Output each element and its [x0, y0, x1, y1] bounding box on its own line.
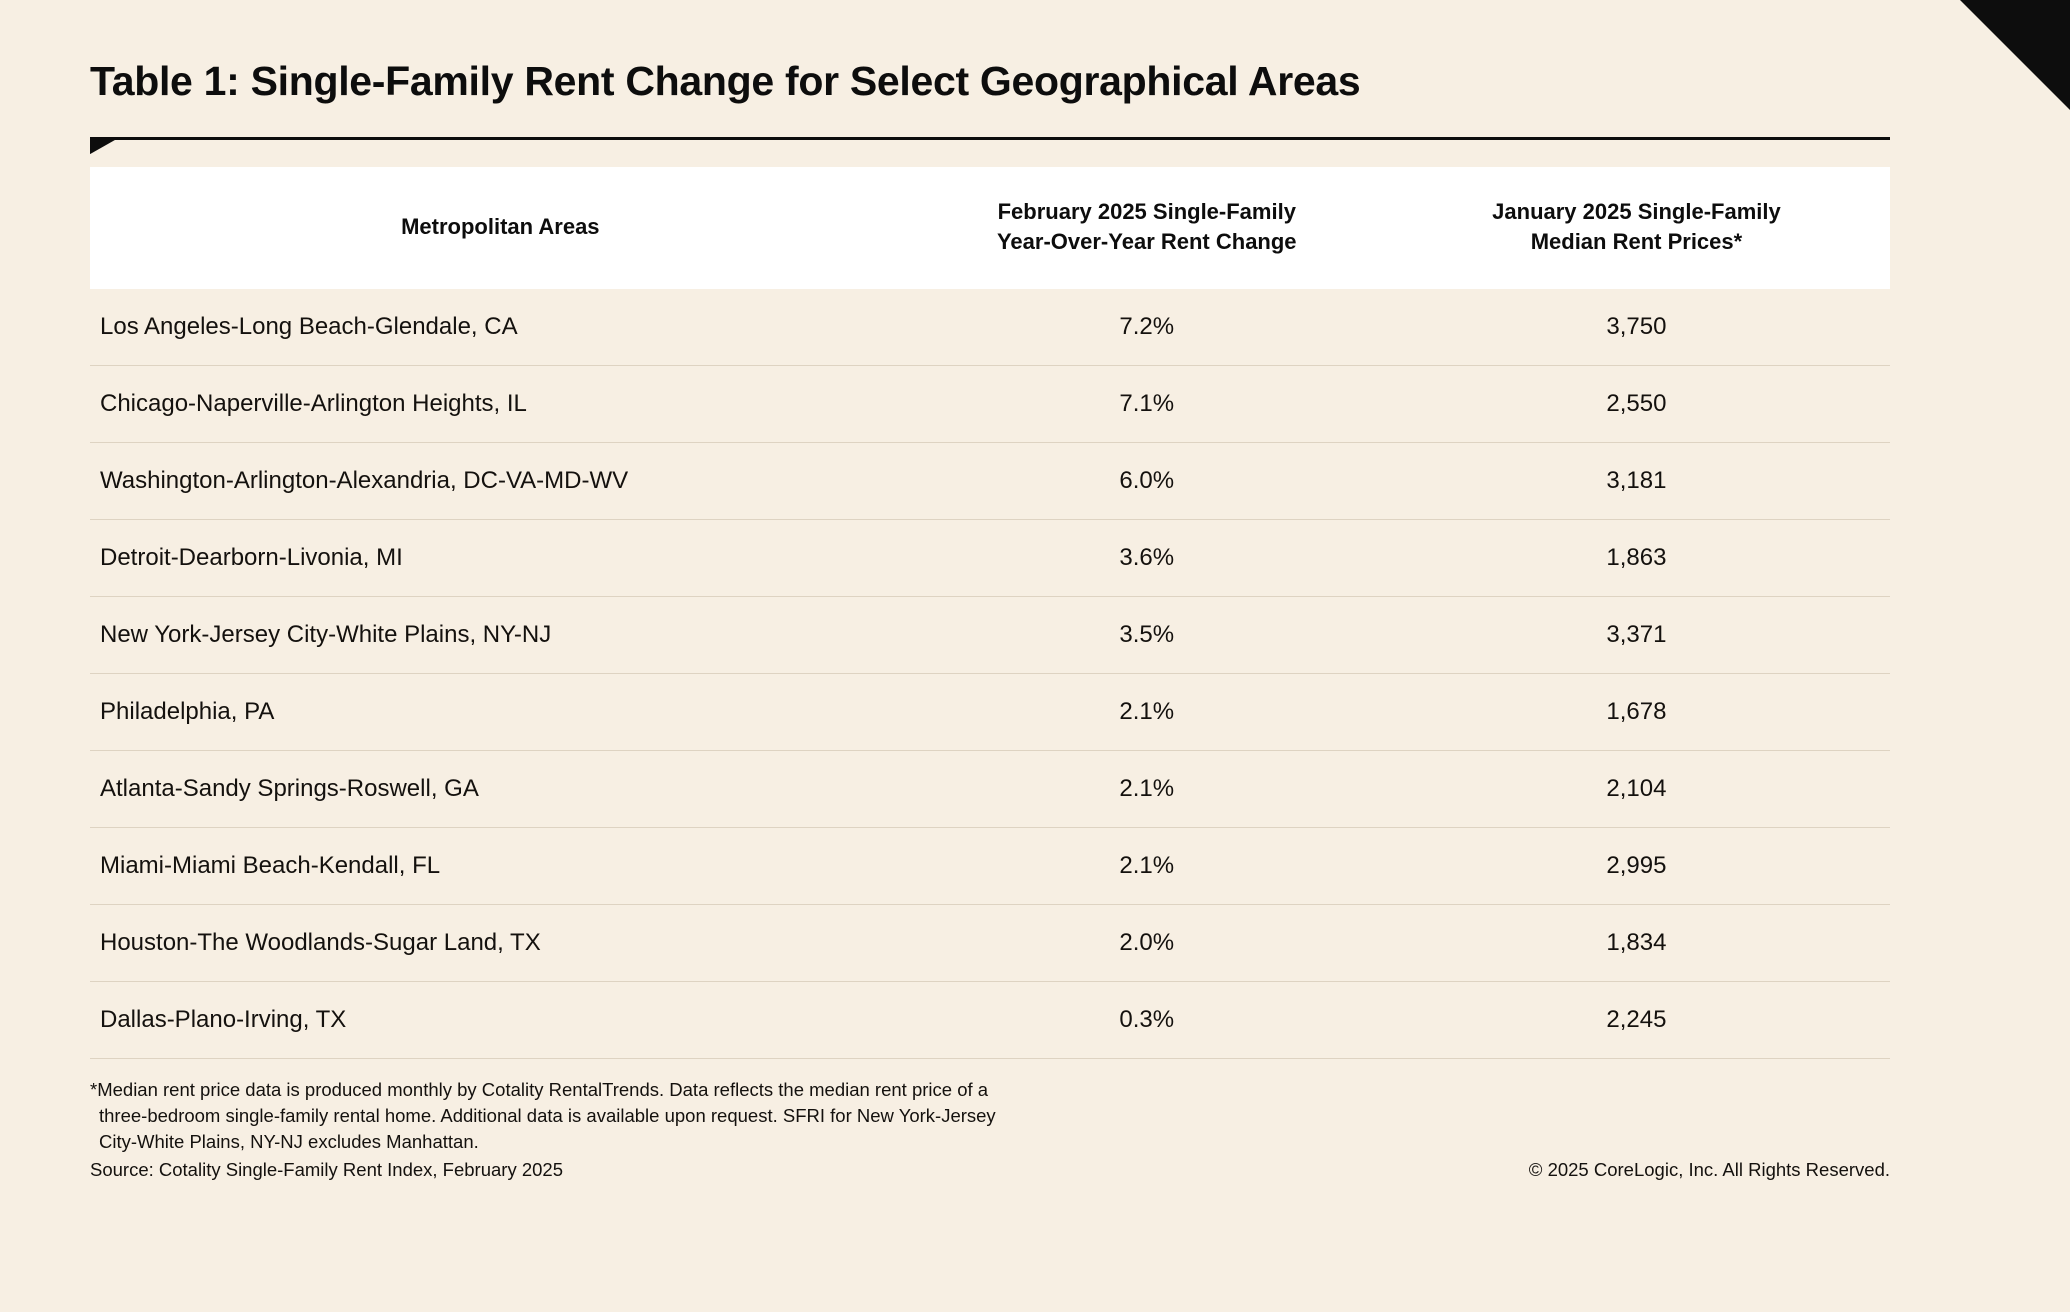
- cell-yoy-change: 7.2%: [911, 289, 1383, 366]
- cell-yoy-change: 7.1%: [911, 365, 1383, 442]
- cell-median-rent: 3,181: [1383, 442, 1890, 519]
- footnote-line-2: three-bedroom single-family rental home. Additional data is available upon request. SFRI for New York-Jersey: [99, 1104, 996, 1126]
- cell-median-rent: 3,750: [1383, 289, 1890, 366]
- column-header-yoy-line2: Year-Over-Year Rent Change: [996, 228, 1297, 254]
- source-and-copyright-row: [90, 1157, 1890, 1183]
- cell-median-rent: 1,863: [1383, 519, 1890, 596]
- cell-yoy-change: 6.0%: [911, 442, 1383, 519]
- table-row: [90, 750, 1890, 827]
- column-header-area-label: Metropolitan Areas: [401, 213, 600, 239]
- table-row: [90, 289, 1890, 366]
- cell-metro-area: Los Angeles-Long Beach-Glendale, CA: [90, 289, 911, 366]
- cell-metro-area: Dallas-Plano-Irving, TX: [90, 981, 911, 1058]
- cell-yoy-change: 2.1%: [911, 827, 1383, 904]
- footnote-asterisk: *: [90, 1078, 98, 1100]
- column-header-median-line2: Median Rent Prices*: [1530, 228, 1743, 254]
- cell-metro-area: Miami-Miami Beach-Kendall, FL: [90, 827, 911, 904]
- table-row: [90, 596, 1890, 673]
- column-header-median-rent-prices: [1383, 167, 1890, 288]
- cell-median-rent: 2,550: [1383, 365, 1890, 442]
- table-row: [90, 673, 1890, 750]
- column-header-metropolitan-areas: [90, 167, 911, 288]
- footnote-text-block: [90, 1077, 1210, 1156]
- cell-yoy-change: 2.0%: [911, 904, 1383, 981]
- table-row: [90, 981, 1890, 1058]
- table-row: [90, 365, 1890, 442]
- table-header-row: [90, 167, 1890, 288]
- cell-metro-area: Philadelphia, PA: [90, 673, 911, 750]
- cell-yoy-change: 3.5%: [911, 596, 1383, 673]
- source-note: Source: Cotality Single-Family Rent Index, February 2025: [90, 1159, 563, 1181]
- cell-metro-area: Houston-The Woodlands-Sugar Land, TX: [90, 904, 911, 981]
- table-header: [90, 167, 1890, 288]
- cell-metro-area: Washington-Arlington-Alexandria, DC-VA-MD-WV: [90, 442, 911, 519]
- cell-yoy-change: 2.1%: [911, 750, 1383, 827]
- column-header-median-line1: January 2025 Single-Family: [1492, 199, 1781, 225]
- cell-metro-area: Detroit-Dearborn-Livonia, MI: [90, 519, 911, 596]
- table-row: [90, 904, 1890, 981]
- divider-line: [90, 137, 1890, 140]
- footnotes: [90, 1077, 1890, 1184]
- cell-median-rent: 1,678: [1383, 673, 1890, 750]
- footnote-line-3: City-White Plains, NY-NJ excludes Manhattan.: [99, 1131, 479, 1153]
- table-body: [90, 289, 1890, 1059]
- title-divider: [90, 131, 1890, 145]
- cell-median-rent: 3,371: [1383, 596, 1890, 673]
- table-row: [90, 827, 1890, 904]
- table-row: [90, 519, 1890, 596]
- cell-median-rent: 1,834: [1383, 904, 1890, 981]
- copyright-note: © 2025 CoreLogic, Inc. All Rights Reserved.: [1528, 1159, 1890, 1181]
- cell-yoy-change: 3.6%: [911, 519, 1383, 596]
- page-title: Table 1: Single-Family Rent Change for Select Geographical Areas: [90, 58, 1361, 104]
- cell-metro-area: New York-Jersey City-White Plains, NY-NJ: [90, 596, 911, 673]
- cell-median-rent: 2,104: [1383, 750, 1890, 827]
- page-content: [90, 0, 1980, 1184]
- cell-metro-area: Chicago-Naperville-Arlington Heights, IL: [90, 365, 911, 442]
- cell-metro-area: Atlanta-Sandy Springs-Roswell, GA: [90, 750, 911, 827]
- column-header-yoy-line1: February 2025 Single-Family: [997, 199, 1296, 225]
- table-row: [90, 442, 1890, 519]
- cell-median-rent: 2,995: [1383, 827, 1890, 904]
- rent-change-table: [90, 167, 1890, 1058]
- cell-yoy-change: 0.3%: [911, 981, 1383, 1058]
- footnote-line-1: Median rent price data is produced monthly by Cotality RentalTrends. Data reflects the median rent price of a: [97, 1078, 989, 1100]
- cell-yoy-change: 2.1%: [911, 673, 1383, 750]
- column-header-yoy-rent-change: [911, 167, 1383, 288]
- cell-median-rent: 2,245: [1383, 981, 1890, 1058]
